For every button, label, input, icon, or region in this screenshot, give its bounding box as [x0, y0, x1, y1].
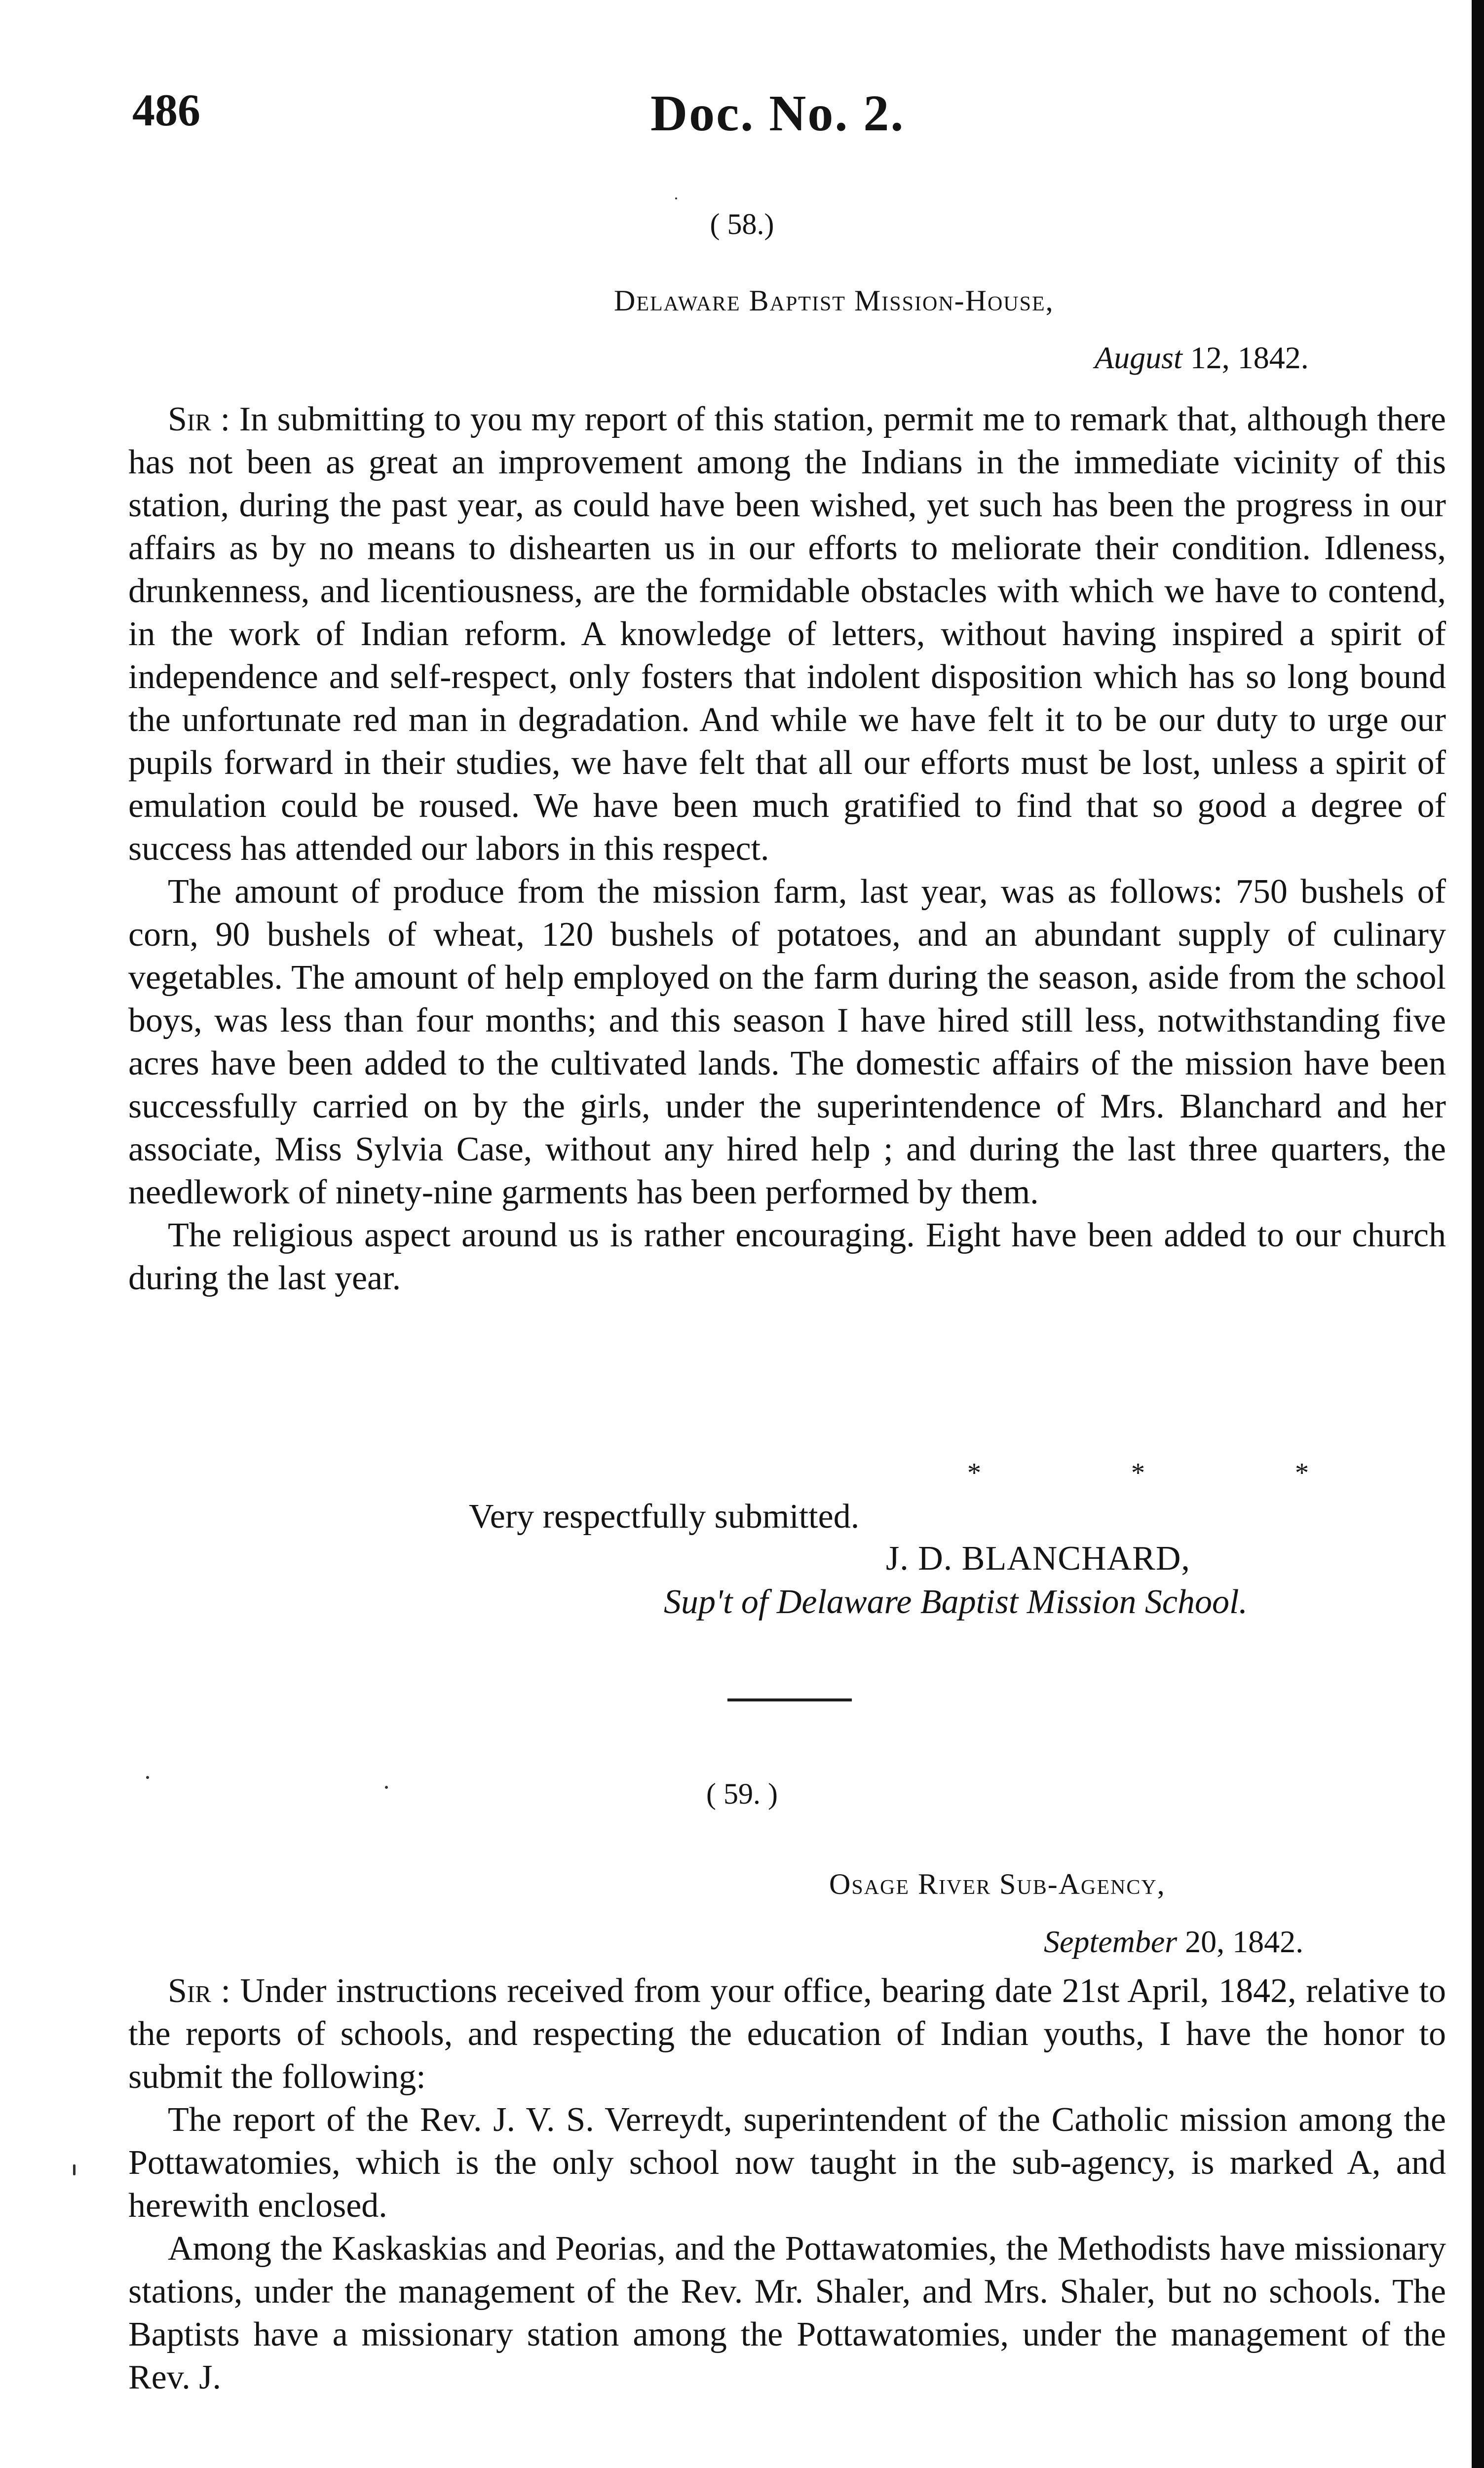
signature-58: J. D. BLANCHARD, — [886, 1540, 1190, 1578]
letter-body-58 — [128, 398, 1446, 1300]
scan-speck — [675, 197, 677, 199]
paragraph-59-2: The report of the Rev. J. V. S. Verreydt, superintendent of the Catholic mission among the Pottawatomies, which is the only school now taught in the sub-agency, is marked A, and herewith enclosed. — [128, 2101, 1446, 2225]
letter-body-59 — [128, 1969, 1446, 2399]
closing-58: Very respectfully submitted. — [469, 1498, 860, 1536]
place-heading-59: Osage River Sub-Agency, — [829, 1868, 1166, 1900]
ellipsis-stars-58: * * * — [967, 1458, 1309, 1488]
scan-speck — [385, 1786, 388, 1789]
date-rest-59: 20, 1842. — [1177, 1924, 1304, 1959]
date-rest-58: 12, 1842. — [1182, 340, 1309, 375]
document-number-59: ( 59. ) — [706, 1777, 778, 1810]
scan-mark — [73, 2164, 76, 2175]
dateline-58 — [1095, 340, 1309, 376]
paragraph-58-1 — [128, 398, 1446, 870]
place-heading-58: Delaware Baptist Mission-House, — [614, 284, 1054, 317]
paragraph-58-2: The amount of produce from the mission farm, last year, was as follows: 750 bushels of corn, 90 bushels of wheat, 120 bushels of potatoes, and an abundant supply of culinary vegetables. The amount of help employed on the farm during the season, aside from the school boys, was less than four months; and this season I have hired still less, notwithstanding five acres have been added to the cultivated lands. The domestic affairs of the mission have been successfully carried on by the girls, under the superintendence of Mrs. Blanchard and her associate, Miss Sylvia Case, without any hired help ; and during the last three quarters, the needlework of ninety-nine garments has been performed by them. — [128, 873, 1446, 1211]
signatory-title-58: Sup't of Delaware Baptist Mission School. — [664, 1583, 1248, 1621]
salutation-59: Sir : — [168, 1972, 230, 2010]
scan-border-right — [1472, 0, 1484, 2468]
page-number: 486 — [132, 85, 200, 135]
scan-speck — [146, 1776, 149, 1779]
paragraph-58-3 — [128, 1214, 1446, 1300]
section-divider — [727, 1698, 852, 1701]
date-month-58: August — [1095, 340, 1182, 375]
document-number-58: ( 58.) — [710, 208, 774, 240]
paragraph-58-3-text: The religious aspect around us is rather encouraging. Eight have been added to our church during the last year. — [128, 1216, 1446, 1297]
running-head: Doc. No. 2. — [650, 85, 905, 142]
dateline-59 — [1044, 1924, 1303, 1960]
date-month-59: September — [1044, 1924, 1178, 1959]
paragraph-59-1-text: Under instructions received from your office, bearing date 21st April, 1842, relative to the reports of schools, and respecting the education of Indian youths, I have the honor to submit the following: — [128, 1972, 1446, 2096]
salutation-58: Sir : — [168, 400, 230, 438]
paragraph-59-1 — [128, 1969, 1446, 2098]
paragraph-58-1-text: In submitting to you my report of this station, permit me to remark that, although there has not been as great an improvement among the Indians in the immediate vicinity of this station, during the past year, as could have been wished, yet such has been the progress in our affairs as by no means to dishearten us in our efforts to meliorate their condition. Idleness, drunkenness, and licentiousness, are the formidable obstacles with which we have to contend, in the work of Indian reform. A knowledge of letters, without having inspired a spirit of independence and self-respect, only fosters that indolent disposition which has so long bound the unfortunate red man in degradation. And while we have felt it to be our duty to urge our pupils forward in their studies, we have felt that all our efforts must be lost, unless a spirit of emulation could be roused. We have been much gratified to find that so good a degree of success has attended our labors in this respect. — [128, 400, 1446, 868]
paragraph-59-3: Among the Kaskaskias and Peorias, and the Pottawatomies, the Methodists have missionary stations, under the management of the Rev. Mr. Shaler, and Mrs. Shaler, but no schools. The Baptists have a missionary station among the Pottawatomies, under the management of the Rev. J. — [128, 2230, 1446, 2396]
